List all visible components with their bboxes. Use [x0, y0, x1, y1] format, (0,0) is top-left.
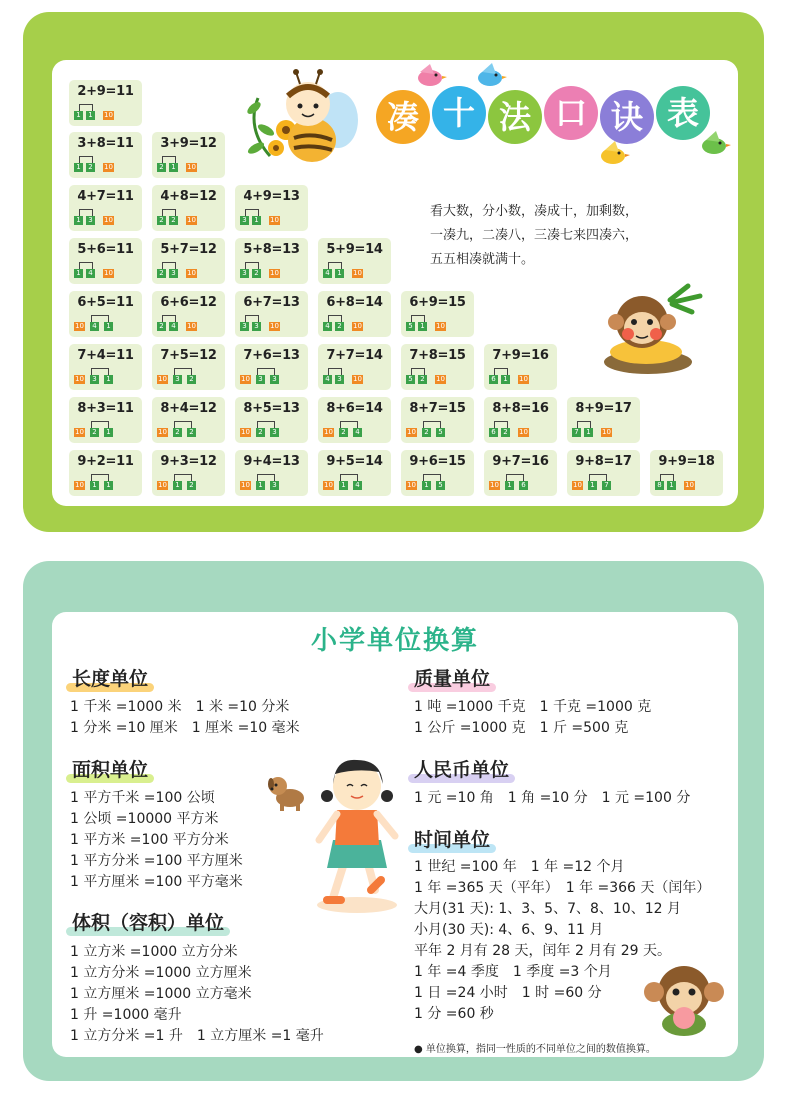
equation-text: 5+6=11 [77, 242, 134, 257]
ten-box: 10 [241, 428, 250, 436]
number-box: 1 [505, 481, 514, 490]
number-box: 2 [422, 428, 431, 437]
equation-text: 7+5=12 [160, 348, 217, 363]
area-line: 1 平方千米 =100 公顷 [70, 790, 215, 806]
number-box: 1 [90, 481, 99, 490]
equation-cell [152, 238, 225, 284]
bird-icon [412, 62, 448, 88]
number-box: 2 [169, 216, 178, 225]
number-box: 2 [173, 428, 182, 437]
equation-cell [69, 185, 142, 231]
footnote: ● 单位换算，指同一性质的不同单位之间的数值换算。 [414, 1044, 656, 1055]
number-box: 3 [169, 269, 178, 278]
ten-box: 10 [353, 269, 362, 277]
number-box: 4 [86, 269, 95, 278]
equation-cell [401, 397, 474, 443]
area-line: 1 平方米 =100 平方分米 [70, 832, 229, 848]
number-box: 1 [339, 481, 348, 490]
number-box: 3 [270, 481, 279, 490]
number-box: 1 [104, 375, 113, 384]
area-line: 1 平方分米 =100 平方厘米 [70, 853, 243, 869]
ten-box: 10 [75, 322, 84, 330]
number-box: 2 [90, 428, 99, 437]
equation-cell [69, 291, 142, 337]
ten-box: 10 [685, 481, 694, 489]
equation-cell [318, 291, 391, 337]
equation-cell [401, 291, 474, 337]
number-box: 4 [90, 322, 99, 331]
equation-cell [152, 185, 225, 231]
number-box: 2 [157, 269, 166, 278]
number-box: 5 [406, 375, 415, 384]
equation-cell [69, 80, 142, 126]
number-box: 2 [256, 428, 265, 437]
equation-cell [152, 291, 225, 337]
number-box: 1 [256, 481, 265, 490]
number-box: 2 [418, 375, 427, 384]
number-box: 2 [501, 428, 510, 437]
number-box: 4 [323, 322, 332, 331]
ten-box: 10 [158, 481, 167, 489]
equation-cell [235, 238, 308, 284]
number-box: 3 [240, 216, 249, 225]
number-box: 6 [489, 375, 498, 384]
equation-text: 4+7=11 [77, 189, 134, 204]
number-box: 5 [436, 428, 445, 437]
number-box: 1 [74, 111, 83, 120]
equation-text: 4+8=12 [160, 189, 217, 204]
number-box: 3 [90, 375, 99, 384]
number-box: 6 [489, 428, 498, 437]
number-box: 2 [339, 428, 348, 437]
equation-cell [484, 344, 557, 390]
title-char-circle: 诀 [600, 90, 654, 144]
equation-text: 8+7=15 [409, 401, 466, 416]
equation-text: 3+8=11 [77, 136, 134, 151]
ten-box: 10 [436, 375, 445, 383]
time-line: 1 年 =365 天（平年） 1 年 =366 天（闰年） [414, 880, 711, 896]
equation-text: 9+2=11 [77, 454, 134, 469]
equation-cell [650, 450, 723, 496]
mass-heading: 质量单位 [408, 664, 496, 691]
ten-box: 10 [241, 481, 250, 489]
rhyme-line: 五五相凑就满十。 [430, 252, 535, 267]
equation-text: 2+9=11 [77, 84, 134, 99]
number-box: 4 [169, 322, 178, 331]
equation-cell [401, 450, 474, 496]
number-box: 2 [157, 322, 166, 331]
number-box: 1 [169, 163, 178, 172]
ten-box: 10 [519, 428, 528, 436]
ten-box: 10 [75, 428, 84, 436]
number-box: 1 [501, 375, 510, 384]
number-box: 7 [572, 428, 581, 437]
title-char-circle: 口 [544, 86, 598, 140]
number-box: 1 [418, 322, 427, 331]
area-heading: 面积单位 [66, 755, 154, 782]
time-line: 小月(30 天): 4、6、9、11 月 [414, 922, 604, 938]
time-heading: 时间单位 [408, 825, 496, 852]
ten-box: 10 [75, 375, 84, 383]
length-heading: 长度单位 [66, 664, 154, 691]
volume-line: 1 立方分米 =1 升 1 立方厘米 =1 毫升 [70, 1028, 324, 1044]
number-box: 1 [422, 481, 431, 490]
equation-cell [152, 397, 225, 443]
number-box: 1 [667, 481, 676, 490]
area-line: 1 公顷 =10000 平方米 [70, 811, 219, 827]
mass-line: 1 公斤 =1000 克 1 斤 =500 克 [414, 720, 629, 736]
number-box: 4 [353, 428, 362, 437]
equation-text: 9+9=18 [658, 454, 715, 469]
equation-text: 7+7=14 [326, 348, 383, 363]
equation-cell [318, 344, 391, 390]
equation-cell [69, 132, 142, 178]
equation-text: 7+6=13 [243, 348, 300, 363]
ten-box: 10 [602, 428, 611, 436]
equation-text: 8+3=11 [77, 401, 134, 416]
volume-line: 1 立方米 =1000 立方分米 [70, 944, 238, 960]
equation-cell [318, 450, 391, 496]
equation-text: 9+4=13 [243, 454, 300, 469]
equation-text: 9+6=15 [409, 454, 466, 469]
equation-text: 6+7=13 [243, 295, 300, 310]
equation-cell [401, 344, 474, 390]
ten-box: 10 [187, 269, 196, 277]
equation-cell [235, 185, 308, 231]
equation-text: 4+9=13 [243, 189, 300, 204]
bee-illustration [240, 68, 365, 168]
time-line: 平年 2 月有 28 天，闰年 2 月有 29 天。 [414, 943, 672, 959]
volume-line: 1 立方分米 =1000 立方厘米 [70, 965, 252, 981]
ten-box: 10 [270, 269, 279, 277]
volume-line: 1 升 =1000 毫升 [70, 1007, 182, 1023]
equation-text: 8+4=12 [160, 401, 217, 416]
ten-box: 10 [104, 216, 113, 224]
number-box: 1 [74, 216, 83, 225]
number-box: 3 [270, 428, 279, 437]
number-box: 1 [104, 481, 113, 490]
ten-box: 10 [407, 428, 416, 436]
number-box: 3 [240, 322, 249, 331]
monkey-illustration [600, 282, 710, 377]
number-box: 2 [187, 375, 196, 384]
rhyme-line: 一凑九，二凑八，三凑七来四凑六， [430, 228, 639, 243]
ten-box: 10 [158, 375, 167, 383]
number-box: 1 [588, 481, 597, 490]
ten-box: 10 [270, 216, 279, 224]
length-line: 1 分米 =10 厘米 1 厘米 =10 毫米 [70, 720, 300, 736]
ten-box: 10 [104, 269, 113, 277]
equation-cell [152, 450, 225, 496]
length-line: 1 千米 =1000 米 1 米 =10 分米 [70, 699, 290, 715]
equation-cell [69, 344, 142, 390]
monkey-peach-illustration [634, 962, 734, 1037]
title-char-circle: 凑 [376, 90, 430, 144]
equation-text: 6+5=11 [77, 295, 134, 310]
ten-box: 10 [187, 163, 196, 171]
equation-cell [318, 397, 391, 443]
ten-box: 10 [324, 481, 333, 489]
equation-text: 7+8=15 [409, 348, 466, 363]
equation-text: 8+8=16 [492, 401, 549, 416]
equation-text: 6+6=12 [160, 295, 217, 310]
equation-text: 9+3=12 [160, 454, 217, 469]
units-title: 小学单位换算 [310, 626, 479, 656]
ten-box: 10 [104, 163, 113, 171]
title-char-circle: 十 [432, 86, 486, 140]
number-box: 5 [406, 322, 415, 331]
number-box: 2 [157, 216, 166, 225]
bird-icon [472, 62, 508, 88]
equation-cell [152, 344, 225, 390]
equation-text: 6+9=15 [409, 295, 466, 310]
rhyme-text [430, 200, 700, 272]
bird-icon [696, 130, 734, 160]
equation-text: 5+9=14 [326, 242, 383, 257]
equation-text: 9+7=16 [492, 454, 549, 469]
title-char-circle: 法 [488, 90, 542, 144]
number-box: 1 [74, 163, 83, 172]
number-box: 2 [187, 428, 196, 437]
dog-illustration [266, 772, 310, 812]
bird-icon [595, 140, 631, 168]
time-line: 1 年 =4 季度 1 季度 =3 个月 [414, 964, 612, 980]
number-box: 3 [256, 375, 265, 384]
equation-text: 8+6=14 [326, 401, 383, 416]
equation-text: 7+9=16 [492, 348, 549, 363]
ten-box: 10 [407, 481, 416, 489]
number-box: 3 [240, 269, 249, 278]
equation-cell [69, 397, 142, 443]
ten-box: 10 [158, 428, 167, 436]
equation-text: 9+8=17 [575, 454, 632, 469]
number-box: 1 [584, 428, 593, 437]
time-line: 1 分 =60 秒 [414, 1006, 494, 1022]
equation-cell [318, 238, 391, 284]
equation-cell [235, 344, 308, 390]
equation-cell [152, 132, 225, 178]
number-box: 1 [104, 428, 113, 437]
ten-box: 10 [436, 322, 445, 330]
number-box: 1 [173, 481, 182, 490]
equation-text: 8+5=13 [243, 401, 300, 416]
equation-cell [235, 397, 308, 443]
number-box: 2 [252, 269, 261, 278]
number-box: 2 [187, 481, 196, 490]
equation-cell [484, 397, 557, 443]
number-box: 2 [335, 322, 344, 331]
ten-box: 10 [573, 481, 582, 489]
ten-box: 10 [187, 216, 196, 224]
money-line: 1 元 =10 角 1 角 =10 分 1 元 =100 分 [414, 790, 691, 806]
number-box: 6 [519, 481, 528, 490]
time-line: 1 世纪 =100 年 1 年 =12 个月 [414, 859, 625, 875]
equation-cell [235, 450, 308, 496]
number-box: 3 [86, 216, 95, 225]
volume-line: 1 立方厘米 =1000 立方毫米 [70, 986, 252, 1002]
ten-box: 10 [353, 375, 362, 383]
number-box: 1 [104, 322, 113, 331]
equation-text: 5+8=13 [243, 242, 300, 257]
ten-box: 10 [241, 375, 250, 383]
volume-heading: 体积（容积）单位 [66, 908, 230, 935]
number-box: 4 [353, 481, 362, 490]
number-box: 5 [436, 481, 445, 490]
number-box: 1 [335, 269, 344, 278]
equation-cell [69, 238, 142, 284]
equation-text: 5+7=12 [160, 242, 217, 257]
ten-box: 10 [75, 481, 84, 489]
number-box: 1 [252, 216, 261, 225]
rhyme-line: 看大数，分小数，凑成十，加剩数， [430, 204, 639, 219]
number-box: 3 [270, 375, 279, 384]
number-box: 1 [86, 111, 95, 120]
number-box: 2 [157, 163, 166, 172]
number-box: 4 [323, 375, 332, 384]
money-heading: 人民币单位 [408, 755, 515, 782]
equation-text: 8+9=17 [575, 401, 632, 416]
number-box: 1 [74, 269, 83, 278]
area-line: 1 平方厘米 =100 平方毫米 [70, 874, 243, 890]
equation-cell [567, 397, 640, 443]
equation-cell [235, 291, 308, 337]
equation-text: 6+8=14 [326, 295, 383, 310]
ten-box: 10 [270, 322, 279, 330]
title-char-circle: 表 [656, 86, 710, 140]
time-line: 1 日 =24 小时 1 时 =60 分 [414, 985, 602, 1001]
equation-text: 7+4=11 [77, 348, 134, 363]
equation-text: 9+5=14 [326, 454, 383, 469]
number-box: 8 [655, 481, 664, 490]
number-box: 3 [335, 375, 344, 384]
ten-box: 10 [490, 481, 499, 489]
equation-cell [69, 450, 142, 496]
number-box: 3 [252, 322, 261, 331]
number-box: 7 [602, 481, 611, 490]
ten-box: 10 [519, 375, 528, 383]
girl-illustration [305, 750, 410, 920]
time-line: 大月(31 天): 1、3、5、7、8、10、12 月 [414, 901, 681, 917]
number-box: 4 [323, 269, 332, 278]
number-box: 2 [86, 163, 95, 172]
equation-cell [484, 450, 557, 496]
equation-text: 3+9=12 [160, 136, 217, 151]
ten-box: 10 [353, 322, 362, 330]
number-box: 3 [173, 375, 182, 384]
ten-box: 10 [187, 322, 196, 330]
equation-cell [567, 450, 640, 496]
ten-box: 10 [104, 111, 113, 119]
mass-line: 1 吨 =1000 千克 1 千克 =1000 克 [414, 699, 652, 715]
ten-box: 10 [324, 428, 333, 436]
